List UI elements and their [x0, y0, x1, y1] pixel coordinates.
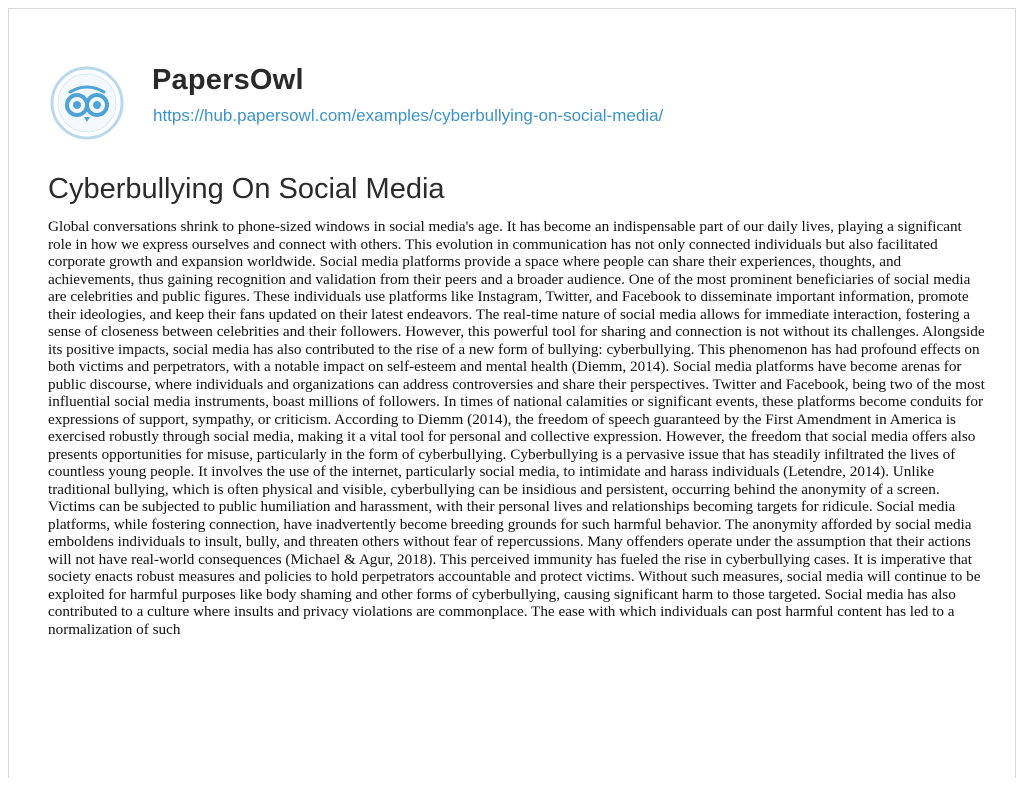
page-border-left [8, 8, 9, 778]
page-border-right [1015, 8, 1016, 778]
essay-title: Cyberbullying On Social Media [48, 173, 445, 205]
page-border-top [8, 8, 1016, 9]
essay-body: Global conversations shrink to phone-sized windows in social media's age. It has become an indispensable part of our daily lives, playing a significant role in how we express ourselves and connect with others. This evolution in communication has not only connected individuals but also facilitated corporate growth and expansion worldwide. Social media platforms provide a space where people can share their experiences, thoughts, and achievements, thus gaining recognition and validation from their peers and a broader audience. One of the most prominent beneficiaries of social media are celebrities and public figures. These individuals use platforms like Instagram, Twitter, and Facebook to disseminate important information, promote their ideologies, and keep their fans updated on their latest endeavors. The real-time nature of social media allows for immediate interaction, fostering a sense of closeness between celebrities and their followers. However, this powerful tool for sharing and connection is not without its challenges. Alongside its positive impacts, social media has also contributed to the rise of a new form of bullying: cyberbullying. This phenomenon has had profound effects on both victims and perpetrators, with a notable impact on self-esteem and mental health (Diemm, 2014). Social media platforms have become arenas for public discourse, where individuals and organizations can address controversies and share their perspectives. Twitter and Facebook, being two of the most influential social media instruments, boast millions of followers. In times of national calamities or significant events, these platforms become conduits for expressions of support, sympathy, or criticism. According to Diemm (2014), the freedom of speech guaranteed by the First Amendment in America is exercised robustly through social media, making it a vital tool for personal and collective expression. However, the freedom that social media offers also presents opportunities for misuse, particularly in the form of cyberbullying. Cyberbullying is a pervasive issue that has steadily infiltrated the lives of countless young people. It involves the use of the internet, particularly social media, to intimidate and harass individuals (Letendre, 2014). Unlike traditional bullying, which is often physical and visible, cyberbullying can be insidious and persistent, occurring behind the anonymity of a screen. Victims can be subjected to public humiliation and harassment, with their personal lives and relationships becoming targets for ridicule. Social media platforms, while fostering connection, have inadvertently become breeding grounds for such harmful behavior. The anonymity afforded by social media emboldens individuals to insult, bully, and threaten others without fear of repercussions. Many offenders operate under the assumption that their actions will not have real-world consequences (Michael & Agur, 2018). This perceived immunity has fueled the rise in cyberbullying cases. It is imperative that society enacts robust measures and policies to hold perpetrators accountable and protect victims. Without such measures, social media will continue to be exploited for harmful purposes like body shaming and other forms of cyberbullying, causing significant harm to those targeted. Social media has also contributed to a culture where insults and privacy violations are commonplace. The ease with which individuals can post harmful content has led to a normalization of such [48, 218, 985, 638]
source-url-link[interactable]: https://hub.papersowl.com/examples/cyberbullying-on-social-media/ [153, 106, 664, 125]
site-brand-name: PapersOwl [152, 64, 304, 96]
owl-eyes-icon [48, 64, 126, 142]
